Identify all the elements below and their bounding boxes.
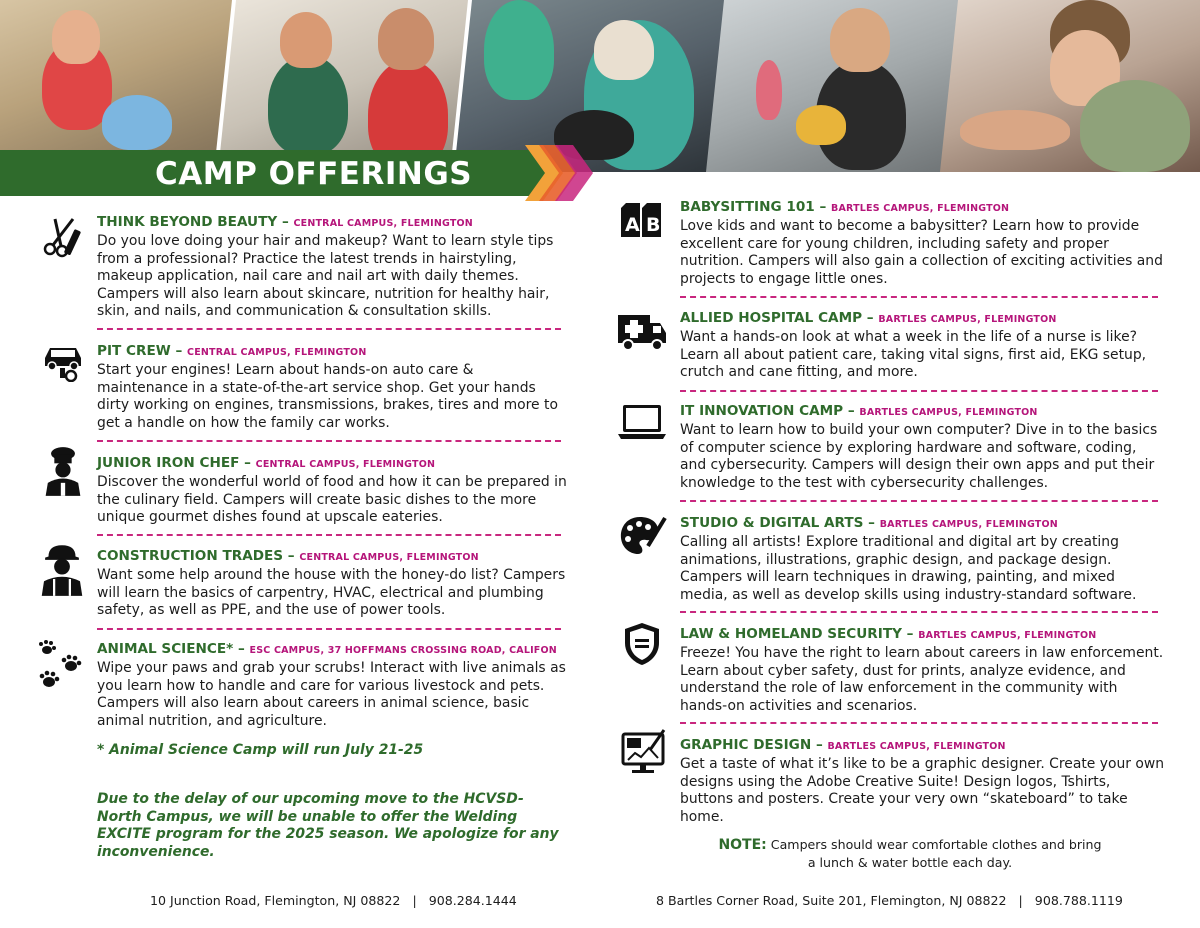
camp-junior-iron-chef — [97, 454, 567, 527]
camp-location: CENTRAL CAMPUS, FLEMINGTON — [255, 459, 436, 470]
footer-central-campus-address: 10 Junction Road, Flemington, NJ 08822 | 908.284.1444 — [150, 893, 517, 908]
title-separator: – — [811, 737, 828, 753]
scissors-comb-icon — [41, 215, 85, 259]
camp-graphic-design — [680, 736, 1165, 826]
photo-nails — [940, 0, 1200, 172]
camp-location: BARTLES CAMPUS, FLEMINGTON — [827, 741, 1006, 752]
title-separator: – — [239, 455, 256, 471]
divider — [97, 534, 561, 536]
camp-location: CENTRAL CAMPUS, FLEMINGTON — [187, 347, 367, 358]
shield-badge-icon — [622, 621, 662, 667]
divider — [680, 722, 1158, 724]
camp-studio-digital-arts — [680, 514, 1165, 604]
animal-science-dates-note: * Animal Science Camp will run July 21-25 — [97, 742, 424, 758]
photo-electronics — [218, 0, 468, 172]
camp-title: IT INNOVATION CAMP — [680, 403, 844, 419]
camp-description: Discover the wonderful world of food and how it can be prepared in the culinary field. Campers will create basic dishes to the more unique gourmet dishes found at upscale eateries. — [97, 474, 567, 525]
camp-law-homeland-security — [680, 625, 1165, 715]
camp-animal-science — [97, 640, 567, 730]
photo-culinary — [706, 0, 966, 172]
camp-title: STUDIO & DIGITAL ARTS — [680, 515, 864, 531]
divider — [680, 296, 1158, 298]
title-separator: – — [233, 641, 250, 657]
photo-babysitting — [0, 0, 232, 172]
divider — [680, 390, 1158, 392]
camp-allied-hospital — [680, 309, 1165, 382]
camp-description: Calling all artists! Explore traditional and digital art by creating animations, illustrations, graphic design, and package design. Campers will learn techniques in drawing, painting, and mixed media, as well as develop skills using industry-standard software. — [680, 534, 1137, 603]
car-lift-icon — [41, 338, 85, 382]
title-separator: – — [843, 403, 860, 419]
camp-babysitting-101 — [625, 198, 1165, 288]
camp-location: CENTRAL CAMPUS, FLEMINGTON — [299, 552, 479, 563]
camp-location: BARTLES CAMPUS, FLEMINGTON — [878, 314, 1057, 325]
camp-title: BABYSITTING 101 — [680, 199, 815, 215]
laptop-icon — [616, 402, 668, 442]
title-separator: – — [277, 214, 294, 230]
camp-pit-crew — [97, 342, 567, 432]
ambulance-icon — [616, 309, 668, 353]
chef-icon — [39, 446, 87, 498]
camp-think-beyond-beauty — [97, 213, 567, 321]
camp-title: CONSTRUCTION TRADES — [97, 548, 284, 564]
camp-description: Want a hands-on look at what a week in the life of a nurse is like? Learn all about patient care, taking vital signs, first aid, EKG setup, crutch and cane fitting, and more. — [680, 329, 1147, 380]
title-separator: – — [862, 310, 879, 326]
title-separator: – — [863, 515, 880, 531]
camp-location: BARTLES CAMPUS, FLEMINGTON — [918, 630, 1097, 641]
welding-cancellation-note: Due to the delay of our upcoming move to the HCVSD-North Campus, we will be unable to offer the Welding EXCITE program for the 2025 season. We apologize for any inconvenience. — [97, 791, 559, 860]
palette-icon — [618, 514, 668, 558]
svg-text:B: B — [646, 214, 661, 236]
camp-description: Start your engines! Learn about hands-on auto care & maintenance in a state-of-the-art service shop. Get your hands dirty working on engines, transmissions, brakes, tires and more to get a handle on how the family car works. — [97, 362, 558, 431]
construction-worker-icon — [37, 543, 87, 597]
note-label: NOTE: — [718, 837, 767, 853]
camp-description: Freeze! You have the right to learn about careers in law enforcement. Learn about cyber safety, dust for prints, analyze evidence, and understand the role of law enforcement in the community with hands-on activities and scenarios. — [680, 645, 1164, 714]
title-separator: – — [814, 199, 832, 215]
camp-location: CENTRAL CAMPUS, FLEMINGTON — [293, 218, 473, 229]
title-separator: – — [170, 343, 188, 359]
camp-title: LAW & HOMELAND SECURITY — [680, 626, 902, 642]
camp-title: PIT CREW — [97, 343, 171, 359]
camp-title: ANIMAL SCIENCE* — [97, 641, 234, 657]
divider — [97, 628, 561, 630]
camp-title: THINK BEYOND BEAUTY — [97, 214, 278, 230]
camp-description: Get a taste of what it’s like to be a graphic designer. Create your own designs using the Adobe Creative Suite! Design logos, Tshirts, buttons and posters. Create your very own “skateboard” to take home. — [680, 756, 1165, 825]
camp-location: BARTLES CAMPUS, FLEMINGTON — [859, 407, 1038, 418]
camp-location: ESC CAMPUS, 37 HOFFMANS CROSSING ROAD, CALIFON — [249, 645, 557, 656]
abc-blocks-icon — [618, 200, 664, 240]
design-monitor-icon — [620, 728, 668, 776]
page-title: CAMP OFFERINGS — [155, 156, 473, 192]
camp-location: BARTLES CAMPUS, FLEMINGTON — [831, 203, 1010, 214]
camp-description: Want to learn how to build your own computer? Dive in to the basics of computer science by exploring hardware and software, coding, and cybersecurity. Campers will design their own apps and put their knowledge to the test with cybersecurity challenges. — [680, 422, 1158, 491]
paw-prints-icon — [37, 640, 87, 690]
divider — [97, 440, 561, 442]
note-line-1: Campers should wear comfortable clothes and bring — [766, 837, 1102, 852]
camp-description: Wipe your paws and grab your scrubs! Interact with live animals as you learn how to handle and care for various livestock and pets. Campers will also learn about careers in animal science, basic animal nutrition, and agriculture. — [97, 660, 566, 729]
divider — [680, 611, 1158, 613]
camp-location: BARTLES CAMPUS, FLEMINGTON — [879, 519, 1058, 530]
camp-title: JUNIOR IRON CHEF — [97, 455, 240, 471]
note-line-2: a lunch & water bottle each day. — [807, 855, 1013, 870]
chevron-arrows-icon — [525, 143, 605, 203]
svg-text:A: A — [625, 214, 640, 236]
title-separator: – — [901, 626, 919, 642]
camp-description: Want some help around the house with the honey-do list? Campers will learn the basics of carpentry, HVAC, electrical and plumbing safety, as well as PPE, and the use of power tools. — [97, 567, 566, 618]
camp-it-innovation — [680, 402, 1165, 492]
camp-description: Do you love doing your hair and makeup? Want to learn style tips from a professional? Practice the latest trends in hairstyling, makeup application, nail care and nail art with daily themes. Campers will also learn about skincare, nutrition for healthy hair, skin, and nails, and communication & consultation skills. — [97, 233, 554, 319]
title-separator: – — [283, 548, 300, 564]
camp-title: GRAPHIC DESIGN — [680, 737, 812, 753]
clothing-note — [700, 836, 1120, 872]
camp-description: Love kids and want to become a babysitter? Learn how to provide excellent care for young children, including safety and proper nutrition. Campers will also gain a collection of exciting activities and projects to engage little ones. — [680, 218, 1163, 287]
divider — [680, 500, 1158, 502]
footer-bartles-campus-address: 8 Bartles Corner Road, Suite 201, Flemington, NJ 08822 | 908.788.1119 — [656, 893, 1123, 908]
divider — [97, 328, 561, 330]
camp-title: ALLIED HOSPITAL CAMP — [680, 310, 863, 326]
camp-construction-trades — [97, 547, 567, 620]
